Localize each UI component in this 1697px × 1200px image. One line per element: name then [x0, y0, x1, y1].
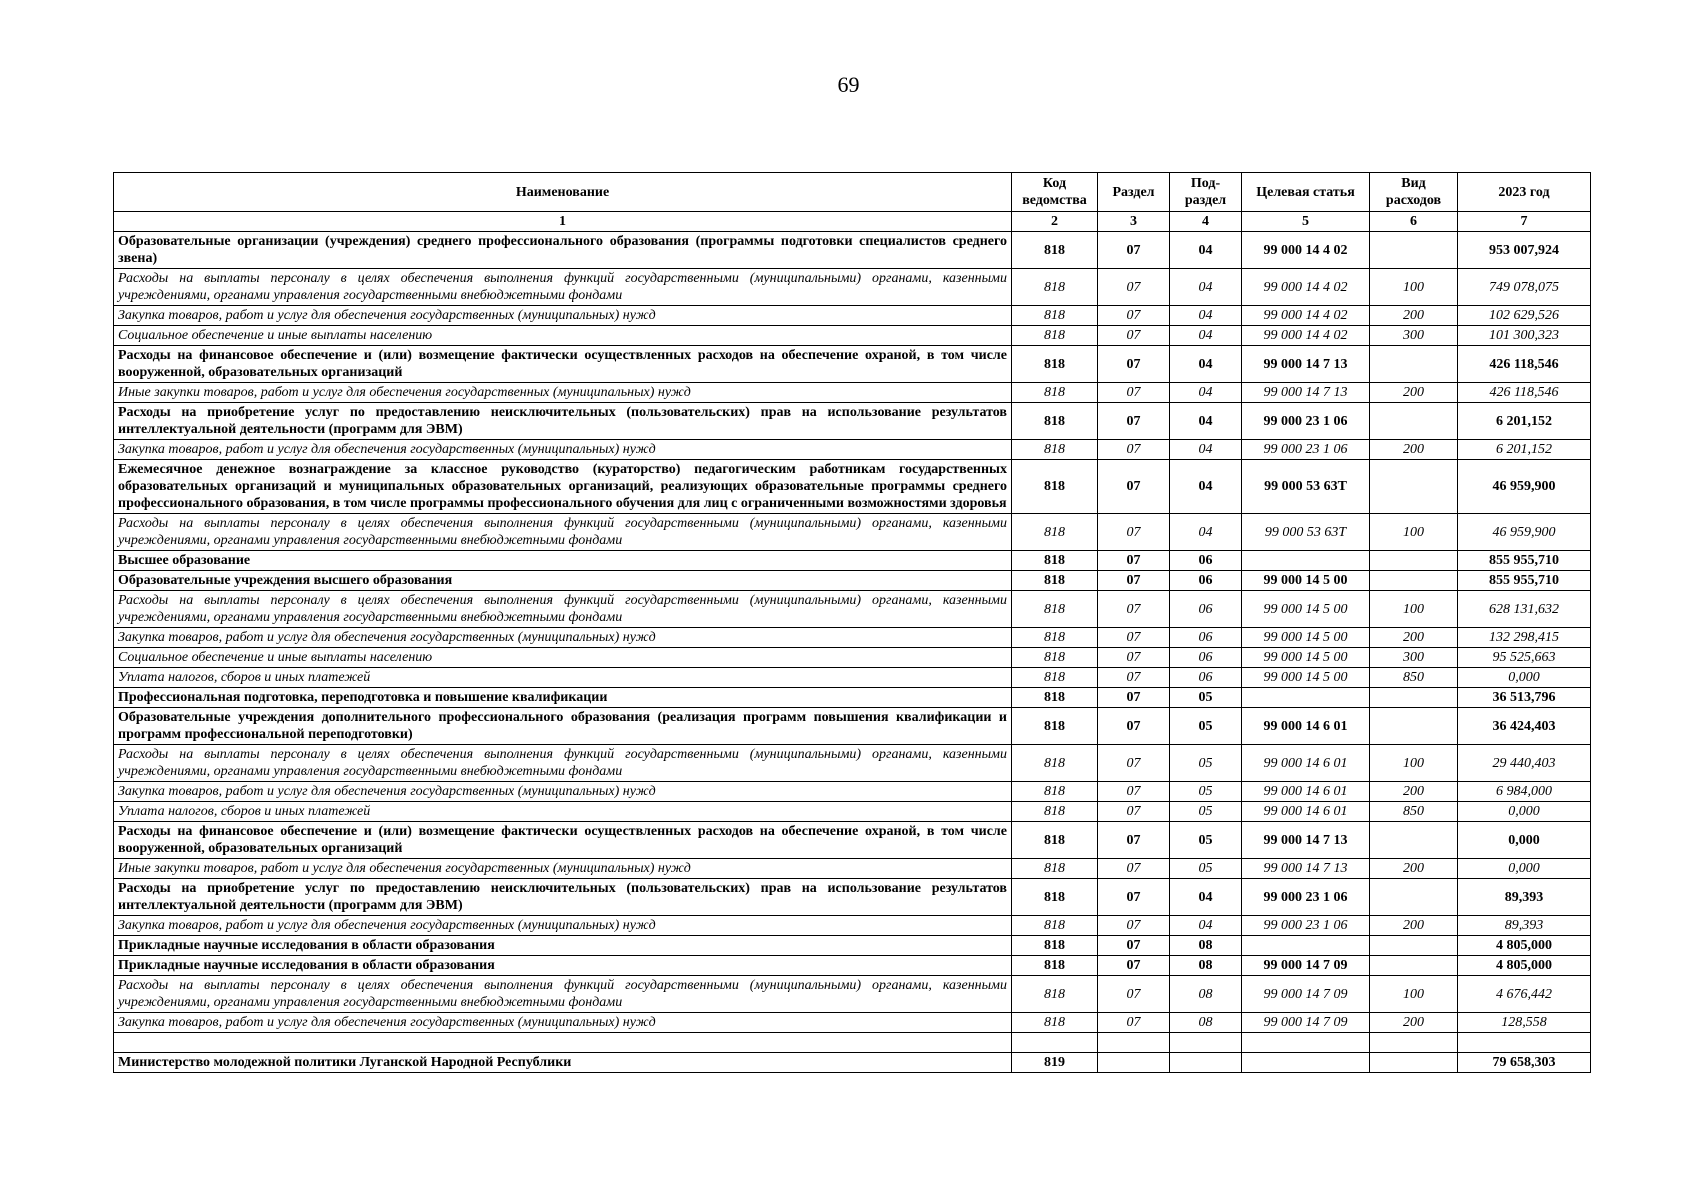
- row-name: Расходы на выплаты персоналу в целях обеспечения выполнения функций государственными (муниципальными) органами, казенными учреждениями, органами управления государственными внебюджетными фондами: [114, 976, 1012, 1013]
- row-vid: 100: [1370, 269, 1458, 306]
- row-sum: 953 007,924: [1458, 232, 1591, 269]
- row-podrazdel: 04: [1170, 326, 1242, 346]
- row-podrazdel: 06: [1170, 628, 1242, 648]
- table-row: [114, 859, 1591, 879]
- column-number: 5: [1242, 212, 1370, 232]
- table-row: [114, 688, 1591, 708]
- table-row: [114, 802, 1591, 822]
- row-statya: 99 000 14 5 00: [1242, 668, 1370, 688]
- row-razdel: 07: [1098, 745, 1170, 782]
- row-podrazdel: 06: [1170, 648, 1242, 668]
- row-sum: 46 959,900: [1458, 514, 1591, 551]
- row-statya: 99 000 14 6 01: [1242, 782, 1370, 802]
- column-number: 6: [1370, 212, 1458, 232]
- row-razdel: 07: [1098, 936, 1170, 956]
- row-podrazdel: 04: [1170, 879, 1242, 916]
- table-row: [114, 232, 1591, 269]
- table-row: [114, 403, 1591, 440]
- row-vid: 200: [1370, 782, 1458, 802]
- row-podrazdel: 04: [1170, 460, 1242, 514]
- row-kod: 818: [1012, 976, 1098, 1013]
- row-statya: 99 000 14 7 09: [1242, 976, 1370, 1013]
- row-kod: 818: [1012, 383, 1098, 403]
- row-vid: [1370, 460, 1458, 514]
- row-kod: 818: [1012, 460, 1098, 514]
- row-razdel: 07: [1098, 551, 1170, 571]
- row-sum: 0,000: [1458, 802, 1591, 822]
- row-podrazdel: 04: [1170, 916, 1242, 936]
- table-row: [114, 976, 1591, 1013]
- row-name: Уплата налогов, сборов и иных платежей: [114, 668, 1012, 688]
- row-vid: [1370, 403, 1458, 440]
- row-vid: 100: [1370, 976, 1458, 1013]
- row-razdel: 07: [1098, 440, 1170, 460]
- row-kod: 818: [1012, 916, 1098, 936]
- row-statya: 99 000 14 4 02: [1242, 306, 1370, 326]
- row-vid: 200: [1370, 383, 1458, 403]
- row-podrazdel: 04: [1170, 440, 1242, 460]
- row-razdel: 07: [1098, 306, 1170, 326]
- row-name: Образовательные организации (учреждения) среднего профессионального образования (программы подготовки специалистов среднего звена): [114, 232, 1012, 269]
- row-podrazdel: 08: [1170, 1013, 1242, 1033]
- row-name: Закупка товаров, работ и услуг для обеспечения государственных (муниципальных) нужд: [114, 916, 1012, 936]
- row-kod: 818: [1012, 514, 1098, 551]
- row-statya: 99 000 53 63Т: [1242, 514, 1370, 551]
- row-podrazdel: 05: [1170, 859, 1242, 879]
- row-sum: 132 298,415: [1458, 628, 1591, 648]
- row-kod: 819: [1012, 1053, 1098, 1073]
- row-podrazdel: [1170, 1053, 1242, 1073]
- row-vid: 300: [1370, 326, 1458, 346]
- row-kod: 818: [1012, 688, 1098, 708]
- row-kod: 818: [1012, 269, 1098, 306]
- row-statya: [1242, 688, 1370, 708]
- row-vid: 200: [1370, 859, 1458, 879]
- row-podrazdel: 05: [1170, 802, 1242, 822]
- row-statya: 99 000 14 6 01: [1242, 802, 1370, 822]
- row-sum: 36 513,796: [1458, 688, 1591, 708]
- row-sum: 749 078,075: [1458, 269, 1591, 306]
- row-statya: 99 000 14 5 00: [1242, 571, 1370, 591]
- row-podrazdel: 06: [1170, 668, 1242, 688]
- header-row: [114, 173, 1591, 212]
- row-statya: 99 000 23 1 06: [1242, 403, 1370, 440]
- row-kod: 818: [1012, 326, 1098, 346]
- row-sum: 36 424,403: [1458, 708, 1591, 745]
- row-vid: [1370, 1053, 1458, 1073]
- row-name: Уплата налогов, сборов и иных платежей: [114, 802, 1012, 822]
- row-podrazdel: 05: [1170, 688, 1242, 708]
- row-razdel: 07: [1098, 269, 1170, 306]
- row-statya: 99 000 14 6 01: [1242, 745, 1370, 782]
- row-razdel: 07: [1098, 802, 1170, 822]
- table-row: [114, 822, 1591, 859]
- row-podrazdel: 06: [1170, 591, 1242, 628]
- row-sum: 628 131,632: [1458, 591, 1591, 628]
- row-sum: 128,558: [1458, 1013, 1591, 1033]
- table-row: [114, 745, 1591, 782]
- row-sum: 0,000: [1458, 859, 1591, 879]
- row-name: Расходы на финансовое обеспечение и (или) возмещение фактически осуществленных расходов на обеспечение охраной, в том числе вооруженной, образовательных организаций: [114, 346, 1012, 383]
- table-row: [114, 1013, 1591, 1033]
- budget-table: [113, 172, 1591, 1073]
- table-row: [114, 782, 1591, 802]
- row-sum: 0,000: [1458, 668, 1591, 688]
- row-podrazdel: 05: [1170, 822, 1242, 859]
- row-kod: 818: [1012, 879, 1098, 916]
- row-sum: 426 118,546: [1458, 346, 1591, 383]
- row-sum: [1458, 1033, 1591, 1053]
- row-kod: 818: [1012, 745, 1098, 782]
- row-kod: 818: [1012, 551, 1098, 571]
- row-podrazdel: 05: [1170, 708, 1242, 745]
- row-sum: 426 118,546: [1458, 383, 1591, 403]
- row-razdel: 07: [1098, 346, 1170, 383]
- row-name: Высшее образование: [114, 551, 1012, 571]
- table-row: [114, 440, 1591, 460]
- table-row: [114, 460, 1591, 514]
- row-statya: 99 000 14 5 00: [1242, 628, 1370, 648]
- row-podrazdel: 05: [1170, 782, 1242, 802]
- row-kod: 818: [1012, 440, 1098, 460]
- row-kod: 818: [1012, 628, 1098, 648]
- row-sum: 6 201,152: [1458, 403, 1591, 440]
- row-name: Профессиональная подготовка, переподготовка и повышение квалификации: [114, 688, 1012, 708]
- row-podrazdel: 04: [1170, 383, 1242, 403]
- row-razdel: [1098, 1033, 1170, 1053]
- column-number: 1: [114, 212, 1012, 232]
- table-row: [114, 551, 1591, 571]
- table-row: [114, 916, 1591, 936]
- row-podrazdel: 08: [1170, 936, 1242, 956]
- header-name: Наименование: [114, 173, 1012, 212]
- row-razdel: 07: [1098, 879, 1170, 916]
- row-name: Социальное обеспечение и иные выплаты населению: [114, 326, 1012, 346]
- row-statya: [1242, 551, 1370, 571]
- header-podrazdel: Под- раздел: [1170, 173, 1242, 212]
- row-podrazdel: 08: [1170, 976, 1242, 1013]
- row-sum: 6 984,000: [1458, 782, 1591, 802]
- row-razdel: 07: [1098, 822, 1170, 859]
- row-kod: 818: [1012, 571, 1098, 591]
- table-row: [114, 269, 1591, 306]
- row-kod: 818: [1012, 708, 1098, 745]
- header-razdel: Раздел: [1098, 173, 1170, 212]
- row-razdel: 07: [1098, 688, 1170, 708]
- row-razdel: 07: [1098, 859, 1170, 879]
- table-row: [114, 383, 1591, 403]
- row-razdel: 07: [1098, 1013, 1170, 1033]
- row-statya: [1242, 936, 1370, 956]
- row-kod: 818: [1012, 232, 1098, 269]
- row-razdel: 07: [1098, 956, 1170, 976]
- row-vid: [1370, 956, 1458, 976]
- row-razdel: 07: [1098, 648, 1170, 668]
- header-statya: Целевая статья: [1242, 173, 1370, 212]
- table-row: [114, 648, 1591, 668]
- row-kod: 818: [1012, 802, 1098, 822]
- row-razdel: 07: [1098, 628, 1170, 648]
- row-razdel: 07: [1098, 460, 1170, 514]
- row-name: Закупка товаров, работ и услуг для обеспечения государственных (муниципальных) нужд: [114, 782, 1012, 802]
- row-vid: [1370, 688, 1458, 708]
- row-podrazdel: 04: [1170, 306, 1242, 326]
- table-row: [114, 571, 1591, 591]
- row-statya: 99 000 53 63Т: [1242, 460, 1370, 514]
- row-name: Социальное обеспечение и иные выплаты населению: [114, 648, 1012, 668]
- row-kod: 818: [1012, 782, 1098, 802]
- row-vid: [1370, 936, 1458, 956]
- row-statya: [1242, 1033, 1370, 1053]
- row-name: Иные закупки товаров, работ и услуг для обеспечения государственных (муниципальных) нужд: [114, 859, 1012, 879]
- row-name: Закупка товаров, работ и услуг для обеспечения государственных (муниципальных) нужд: [114, 306, 1012, 326]
- row-vid: [1370, 1033, 1458, 1053]
- row-kod: 818: [1012, 306, 1098, 326]
- row-vid: [1370, 879, 1458, 916]
- row-kod: 818: [1012, 859, 1098, 879]
- row-kod: 818: [1012, 1013, 1098, 1033]
- row-name: Закупка товаров, работ и услуг для обеспечения государственных (муниципальных) нужд: [114, 440, 1012, 460]
- row-razdel: 07: [1098, 571, 1170, 591]
- row-razdel: 07: [1098, 708, 1170, 745]
- row-name: Расходы на выплаты персоналу в целях обеспечения выполнения функций государственными (муниципальными) органами, казенными учреждениями, органами управления государственными внебюджетными фондами: [114, 745, 1012, 782]
- row-razdel: 07: [1098, 782, 1170, 802]
- row-statya: [1242, 1053, 1370, 1073]
- row-sum: 855 955,710: [1458, 551, 1591, 571]
- row-vid: [1370, 822, 1458, 859]
- row-razdel: 07: [1098, 976, 1170, 1013]
- row-name: Министерство молодежной политики Луганской Народной Республики: [114, 1053, 1012, 1073]
- row-vid: [1370, 346, 1458, 383]
- row-vid: [1370, 571, 1458, 591]
- row-name: Расходы на финансовое обеспечение и (или) возмещение фактически осуществленных расходов на обеспечение охраной, в том числе вооруженной, образовательных организаций: [114, 822, 1012, 859]
- row-statya: 99 000 14 7 13: [1242, 346, 1370, 383]
- row-sum: 101 300,323: [1458, 326, 1591, 346]
- row-vid: 200: [1370, 306, 1458, 326]
- row-podrazdel: [1170, 1033, 1242, 1053]
- table-row: [114, 668, 1591, 688]
- row-kod: [1012, 1033, 1098, 1053]
- row-sum: 0,000: [1458, 822, 1591, 859]
- row-name: Прикладные научные исследования в области образования: [114, 936, 1012, 956]
- row-name: Расходы на выплаты персоналу в целях обеспечения выполнения функций государственными (муниципальными) органами, казенными учреждениями, органами управления государственными внебюджетными фондами: [114, 514, 1012, 551]
- row-statya: 99 000 14 7 13: [1242, 383, 1370, 403]
- column-number-row: [114, 212, 1591, 232]
- row-vid: 100: [1370, 514, 1458, 551]
- header-year: 2023 год: [1458, 173, 1591, 212]
- column-number: 3: [1098, 212, 1170, 232]
- column-number: 7: [1458, 212, 1591, 232]
- column-number: 2: [1012, 212, 1098, 232]
- row-vid: 100: [1370, 745, 1458, 782]
- table-row: [114, 514, 1591, 551]
- row-statya: 99 000 23 1 06: [1242, 440, 1370, 460]
- row-sum: 4 676,442: [1458, 976, 1591, 1013]
- row-statya: 99 000 14 5 00: [1242, 648, 1370, 668]
- row-sum: 102 629,526: [1458, 306, 1591, 326]
- row-razdel: 07: [1098, 326, 1170, 346]
- row-vid: 850: [1370, 668, 1458, 688]
- row-razdel: 07: [1098, 916, 1170, 936]
- row-kod: 818: [1012, 956, 1098, 976]
- row-sum: 89,393: [1458, 879, 1591, 916]
- table-row: [114, 628, 1591, 648]
- row-razdel: 07: [1098, 232, 1170, 269]
- row-vid: 300: [1370, 648, 1458, 668]
- row-razdel: 07: [1098, 591, 1170, 628]
- row-sum: 95 525,663: [1458, 648, 1591, 668]
- row-name: Ежемесячное денежное вознаграждение за классное руководство (кураторство) педагогическим работникам государственных образовательных организаций и муниципальных образовательных организаций, реализующих образовательные программы среднего профессионального образования, в том числе программы профессионального обучения для лиц с ограниченными возможностями здоровья: [114, 460, 1012, 514]
- table-row: [114, 708, 1591, 745]
- row-podrazdel: 04: [1170, 269, 1242, 306]
- row-podrazdel: 04: [1170, 403, 1242, 440]
- row-razdel: 07: [1098, 383, 1170, 403]
- row-vid: 200: [1370, 440, 1458, 460]
- row-statya: 99 000 14 4 02: [1242, 232, 1370, 269]
- table-row: [114, 306, 1591, 326]
- row-kod: 818: [1012, 648, 1098, 668]
- column-number: 4: [1170, 212, 1242, 232]
- row-statya: 99 000 23 1 06: [1242, 916, 1370, 936]
- table-row: [114, 1053, 1591, 1073]
- row-statya: 99 000 14 6 01: [1242, 708, 1370, 745]
- row-vid: 200: [1370, 916, 1458, 936]
- row-vid: 850: [1370, 802, 1458, 822]
- row-razdel: 07: [1098, 403, 1170, 440]
- row-vid: 200: [1370, 1013, 1458, 1033]
- row-sum: 46 959,900: [1458, 460, 1591, 514]
- header-kod: Код ведомства: [1012, 173, 1098, 212]
- row-name: Прикладные научные исследования в области образования: [114, 956, 1012, 976]
- row-name: [114, 1033, 1012, 1053]
- row-vid: [1370, 708, 1458, 745]
- header-vid: Вид расходов: [1370, 173, 1458, 212]
- row-razdel: 07: [1098, 514, 1170, 551]
- row-sum: 4 805,000: [1458, 936, 1591, 956]
- row-name: Расходы на выплаты персоналу в целях обеспечения выполнения функций государственными (муниципальными) органами, казенными учреждениями, органами управления государственными внебюджетными фондами: [114, 269, 1012, 306]
- row-sum: 855 955,710: [1458, 571, 1591, 591]
- table-body: [114, 232, 1591, 1073]
- row-vid: [1370, 232, 1458, 269]
- row-podrazdel: 04: [1170, 346, 1242, 383]
- row-sum: 4 805,000: [1458, 956, 1591, 976]
- row-kod: 818: [1012, 668, 1098, 688]
- row-kod: 818: [1012, 591, 1098, 628]
- table-row: [114, 956, 1591, 976]
- row-kod: 818: [1012, 346, 1098, 383]
- row-statya: 99 000 14 7 09: [1242, 1013, 1370, 1033]
- row-statya: 99 000 14 7 13: [1242, 859, 1370, 879]
- row-podrazdel: 04: [1170, 514, 1242, 551]
- row-razdel: 07: [1098, 668, 1170, 688]
- row-statya: 99 000 23 1 06: [1242, 879, 1370, 916]
- row-name: Расходы на приобретение услуг по предоставлению неисключительных (пользовательских) прав на использование результатов интеллектуальной деятельности (программ для ЭВМ): [114, 403, 1012, 440]
- row-kod: 818: [1012, 403, 1098, 440]
- row-sum: 29 440,403: [1458, 745, 1591, 782]
- row-podrazdel: 08: [1170, 956, 1242, 976]
- table-row: [114, 346, 1591, 383]
- row-sum: 79 658,303: [1458, 1053, 1591, 1073]
- row-vid: 100: [1370, 591, 1458, 628]
- row-name: Расходы на приобретение услуг по предоставлению неисключительных (пользовательских) прав на использование результатов интеллектуальной деятельности (программ для ЭВМ): [114, 879, 1012, 916]
- row-kod: 818: [1012, 936, 1098, 956]
- row-kod: 818: [1012, 822, 1098, 859]
- row-statya: 99 000 14 7 09: [1242, 956, 1370, 976]
- row-podrazdel: 06: [1170, 571, 1242, 591]
- row-podrazdel: 06: [1170, 551, 1242, 571]
- table-row: [114, 591, 1591, 628]
- row-name: Закупка товаров, работ и услуг для обеспечения государственных (муниципальных) нужд: [114, 1013, 1012, 1033]
- row-name: Закупка товаров, работ и услуг для обеспечения государственных (муниципальных) нужд: [114, 628, 1012, 648]
- row-statya: 99 000 14 4 02: [1242, 326, 1370, 346]
- row-statya: 99 000 14 7 13: [1242, 822, 1370, 859]
- page-number: 69: [837, 72, 860, 97]
- table-row: [114, 326, 1591, 346]
- row-name: Образовательные учреждения высшего образования: [114, 571, 1012, 591]
- row-vid: 200: [1370, 628, 1458, 648]
- row-vid: [1370, 551, 1458, 571]
- row-sum: 89,393: [1458, 916, 1591, 936]
- table-row: [114, 1033, 1591, 1053]
- row-name: Образовательные учреждения дополнительного профессионального образования (реализация программ повышения квалификации и программ профессиональной переподготовки): [114, 708, 1012, 745]
- row-sum: 6 201,152: [1458, 440, 1591, 460]
- row-podrazdel: 05: [1170, 745, 1242, 782]
- row-statya: 99 000 14 5 00: [1242, 591, 1370, 628]
- row-name: Расходы на выплаты персоналу в целях обеспечения выполнения функций государственными (муниципальными) органами, казенными учреждениями, органами управления государственными внебюджетными фондами: [114, 591, 1012, 628]
- table-row: [114, 936, 1591, 956]
- row-podrazdel: 04: [1170, 232, 1242, 269]
- row-razdel: [1098, 1053, 1170, 1073]
- row-statya: 99 000 14 4 02: [1242, 269, 1370, 306]
- table-row: [114, 879, 1591, 916]
- row-name: Иные закупки товаров, работ и услуг для обеспечения государственных (муниципальных) нужд: [114, 383, 1012, 403]
